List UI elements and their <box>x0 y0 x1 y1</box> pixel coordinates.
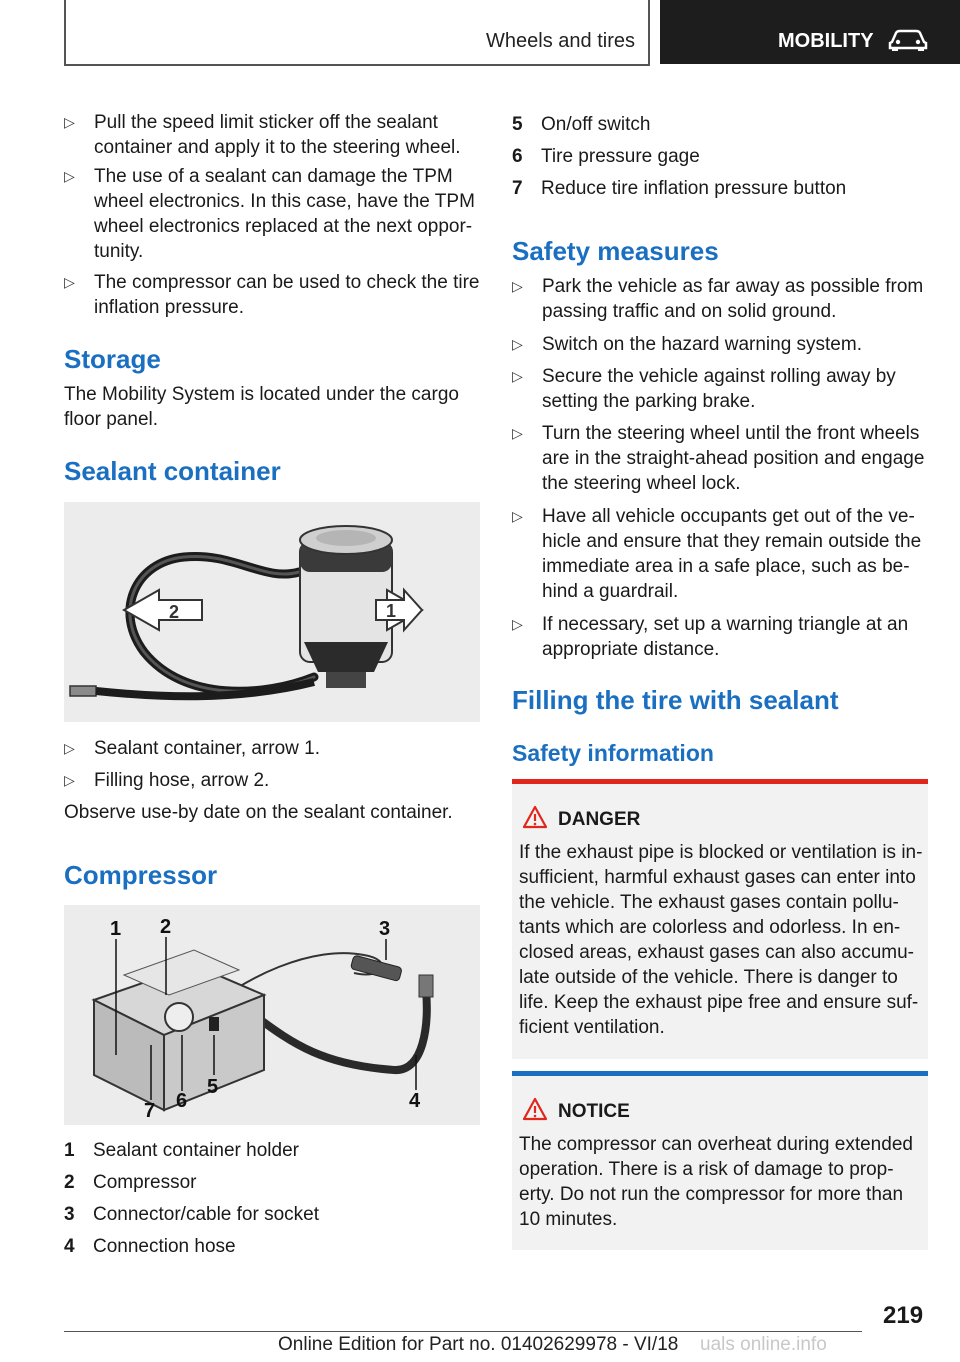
list-item: ▷ Pull the speed limit sticker off the sealant container and apply it to the steering wheel. <box>64 112 461 158</box>
list-item: ▷ Secure the vehicle against rolling away by setting the parking brake. <box>512 366 896 412</box>
svg-text:3: 3 <box>379 918 391 940</box>
list-item: ▷ The use of a sealant can damage the TPM wheel electronics. In this case, have the TPM wheel electronics replaced at the next oppor‐tunity. <box>64 166 475 262</box>
notice-bar <box>512 1071 928 1076</box>
svg-text:5: 5 <box>207 1076 219 1098</box>
storage-text: The Mobility System is located under the cargo floor panel. <box>64 384 459 430</box>
danger-bar <box>512 779 928 784</box>
notice-box <box>512 1071 928 1250</box>
notice-title: NOTICE <box>558 1101 630 1122</box>
safety-info-heading: Safety information <box>512 740 714 766</box>
danger-text: If the exhaust pipe is blocked or ventilation is in‐sufficient, harmful exhaust gases can enter into the vehicle. The exhaust gases contain pollu‐tants which are colorless and odorless. In en‐closed areas, exhaust gases can also accumu‐late outside of the vehicle. There is danger to life. Keep the exhaust pipe free and ensure suf‐ficient ventilation. <box>519 842 923 1038</box>
list-item: ▷ Sealant container, arrow 1. <box>64 738 321 759</box>
header-right-rule <box>648 0 650 66</box>
list-item: ▷ Park the vehicle as far away as possible from passing traffic and on solid ground. <box>512 276 924 322</box>
svg-text:1: 1 <box>110 918 122 940</box>
sealant-container-figure <box>64 502 480 722</box>
compressor-heading: Compressor <box>64 860 218 890</box>
svg-text:1: 1 <box>386 601 397 621</box>
section-title: Wheels and tires <box>486 30 635 52</box>
bullet-triangle-icon: ▷ <box>512 425 523 441</box>
warning-triangle-icon <box>522 1097 548 1121</box>
sealant-note: Observe use-by date on the sealant container. <box>64 802 453 823</box>
header-bottom-rule <box>64 64 650 66</box>
safety-measures-heading: Safety measures <box>512 236 719 266</box>
bullet-triangle-icon: ▷ <box>64 168 75 184</box>
svg-text:7: 7 <box>144 1100 156 1122</box>
page-header <box>0 0 960 66</box>
footer-edition: Online Edition for Part no. 01402629978 - VI/18 <box>278 1334 679 1355</box>
footer-rule <box>64 1331 862 1332</box>
bullet-triangle-icon: ▷ <box>512 508 523 524</box>
sealant-heading: Sealant container <box>64 456 281 486</box>
storage-heading: Storage <box>64 344 161 374</box>
danger-title: DANGER <box>558 809 641 830</box>
list-item: ▷ Turn the steering wheel until the front wheels are in the straight-ahead position and engage the steering wheel lock. <box>512 423 925 494</box>
filling-heading: Filling the tire with sealant <box>512 685 839 715</box>
svg-text:2: 2 <box>169 602 180 622</box>
footer-watermark: uals online.info <box>700 1334 827 1355</box>
bullet-triangle-icon: ▷ <box>64 772 75 788</box>
compressor-illustration <box>64 905 480 1125</box>
bullet-triangle-icon: ▷ <box>64 114 75 130</box>
bullet-triangle-icon: ▷ <box>512 278 523 294</box>
sealant-container-illustration <box>64 502 480 722</box>
chapter-tab-label: MOBILITY <box>778 30 874 52</box>
compressor-figure <box>64 905 480 1125</box>
svg-text:6: 6 <box>176 1090 188 1112</box>
bullet-triangle-icon: ▷ <box>64 740 75 756</box>
car-icon <box>888 28 928 52</box>
bullet-triangle-icon: ▷ <box>512 616 523 632</box>
warning-triangle-icon <box>522 805 548 829</box>
notice-text: The compressor can overheat during extended operation. There is a risk of damage to prop‐erty. Do not run the compressor for more than 10 minutes. <box>519 1134 913 1230</box>
svg-text:4: 4 <box>409 1090 421 1112</box>
list-item: ▷ Filling hose, arrow 2. <box>64 770 270 791</box>
list-item: ▷ If necessary, set up a warning triangle at an appropriate distance. <box>512 614 909 660</box>
danger-notice <box>512 779 928 1059</box>
list-item: ▷ Have all vehicle occupants get out of the ve‐hicle and ensure that they remain outside the immediate area in a safe place, such as be‐hind a guardrail. <box>512 506 922 602</box>
list-item: ▷ Switch on the hazard warning system. <box>512 334 862 355</box>
bullet-triangle-icon: ▷ <box>64 274 75 290</box>
svg-text:2: 2 <box>160 916 172 938</box>
chapter-tab <box>660 0 960 64</box>
list-item: ▷ The compressor can be used to check the tire inflation pressure. <box>64 272 480 318</box>
page-number: 219 <box>883 1302 924 1329</box>
bullet-triangle-icon: ▷ <box>512 336 523 352</box>
bullet-triangle-icon: ▷ <box>512 368 523 384</box>
header-left-rule <box>64 0 66 66</box>
